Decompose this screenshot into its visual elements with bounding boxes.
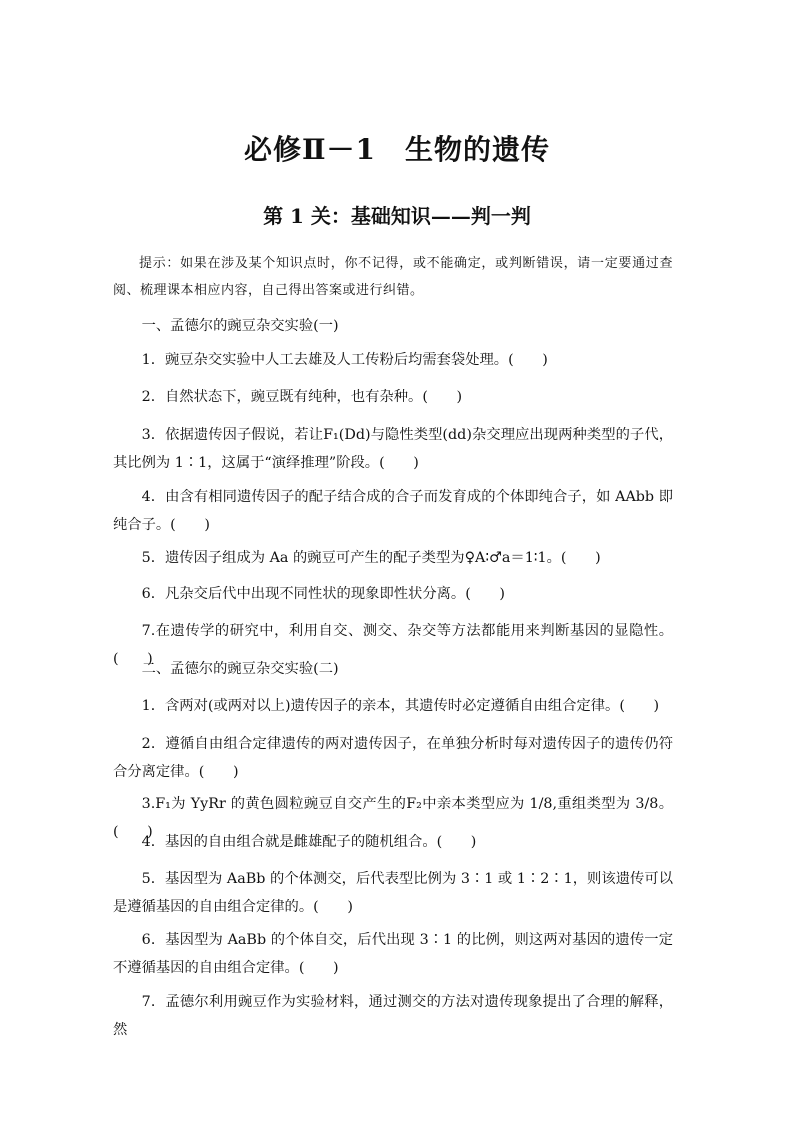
question-1-7: 7.在遗传学的研究中，利用自交、测交、杂交等方法都能用来判断基因的显隐性。( ) <box>113 623 673 667</box>
question-2-5: 5．基因型为 AaBb 的个体测交，后代表型比例为 3∶1 或 1∶2∶1，则该遗传可以是遵循基因的自由组合定律的。( ) <box>113 871 673 915</box>
question-1-6: 6．凡杂交后代中出现不同性状的现象即性状分离。( ) <box>141 586 505 602</box>
question-1-1: 1．豌豆杂交实验中人工去雄及人工传粉后均需套袋处理。( ) <box>141 352 548 368</box>
question-1-5: 5．遗传因子组成为 Aa 的豌豆可产生的配子类型为♀A∶♂a＝1∶1。( ) <box>141 550 601 566</box>
question-2-2: 2．遵循自由组合定律遗传的两对遗传因子，在单独分析时每对遗传因子的遗传仍符合分离定律。( ) <box>113 736 673 780</box>
question-2-4: 4．基因的自由组合就是雌雄配子的随机组合。( ) <box>141 834 477 850</box>
question-2-3: 3.F₁为 YyRr 的黄色圆粒豌豆自交产生的F₂中亲本类型应为 1/8,重组类型为 3/8。( ) <box>113 796 673 840</box>
question-2-1: 1．含两对(或两对以上)遗传因子的亲本，其遗传时必定遵循自由组合定律。( ) <box>141 698 660 714</box>
section-1-heading: 一、孟德尔的豌豆杂交实验(一) <box>141 318 339 334</box>
section-2-heading: 二、孟德尔的豌豆杂交实验(二) <box>141 661 339 677</box>
question-2-6: 6．基因型为 AaBb 的个体自交，后代出现 3∶1 的比例，则这两对基因的遗传一定不遵循基因的自由组合定律。( ) <box>113 932 673 976</box>
question-1-3: 3．依据遗传因子假说，若让F₁(Dd)与隐性类型(dd)杂交理应出现两种类型的子代，其比例为 1∶1，这属于“演绎推理”阶段。( ) <box>113 427 673 471</box>
question-1-2: 2．自然状态下，豌豆既有纯种，也有杂种。( ) <box>141 389 463 405</box>
page-title: 必修Ⅱ－1 生物的遗传 <box>243 133 551 166</box>
question-1-4: 4．由含有相同遗传因子的配子结合成的合子而发育成的个体即纯合子，如 AAbb 即纯合子。( ) <box>113 489 673 533</box>
page-subtitle: 第 1 关：基础知识——判一判 <box>263 204 531 228</box>
hint-text: 提示：如果在涉及某个知识点时，你不记得，或不能确定，或判断错误，请一定要通过查阅、梳理课本相应内容，自己得出答案或进行纠错。 <box>113 256 673 298</box>
question-2-7: 7．孟德尔利用豌豆作为实验材料，通过测交的方法对遗传现象提出了合理的解释，然 <box>113 994 673 1038</box>
